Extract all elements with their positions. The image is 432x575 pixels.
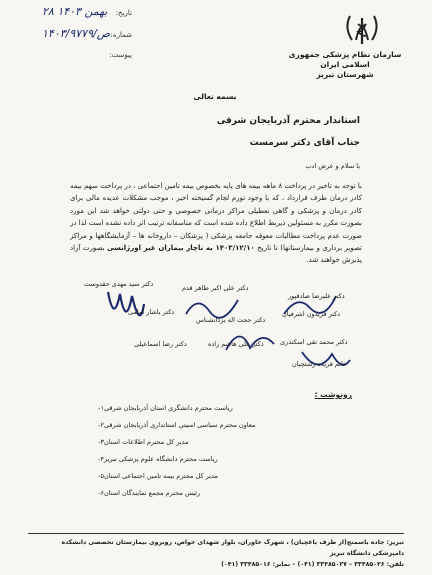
recipient-name: جناب آقای دکتر سرمست bbox=[249, 138, 360, 148]
letter-body-end: بصورت آزاد پذیرش خواهند شد. bbox=[70, 244, 362, 265]
org-name-line2: شهرستان تبریز bbox=[316, 70, 374, 79]
attachment-label: پیوست: bbox=[109, 51, 132, 59]
cc-num: ۳- bbox=[98, 438, 104, 446]
greeting: با سلام و عرض ادب bbox=[305, 162, 360, 170]
cc-text: مدیر کل محترم اطلاعات استان bbox=[104, 438, 189, 446]
signature-hashemzadeh: دکتر علی هاشم زاده bbox=[208, 340, 264, 348]
letter-body-text: با توجه به تاخیر در پرداخت ۸ ماهه بیمه های پایه بخصوص بیمه تامین اجتماعی ، در پرداخت سهم بیمه کادر درمان طرف قرارداد ، که با وجود تورم لجام گسیخته اخیر ، موجب مشکلات عدیده مالی برای کادر درمان و پزشکی و گاهی تعطیلی مراکز درمانی خصوصی و حتی دولتی خواهد شد این مورد بصورت مکرر به مسئولین ذیربط اطلاع داده شده است که متاسفانه ترتیب اثر داده نشده است لذا در صورت عدم پرداخت مطالبات معوقه جامعه پزشکی ( پزشکان – داروخانه ها – آزمایشگاهها و مراکز تصویر برداری و بیمارستانها) تا تاریخ bbox=[70, 182, 362, 253]
signature-area bbox=[70, 280, 362, 390]
reference-box bbox=[42, 6, 132, 72]
signature-yazdanshenas: دکتر حجت اله یزدانشناس bbox=[196, 316, 266, 324]
date-value: ۲۸ بهمن ۱۴۰۳ bbox=[42, 5, 108, 18]
cc-text: ریاست محترم دانشگری استان آذربایجان شرقی bbox=[104, 404, 233, 412]
cc-num: ۲- bbox=[98, 421, 104, 429]
number-row bbox=[42, 28, 132, 50]
signature-esmaeili: دکتر رضا اسماعیلی bbox=[134, 340, 187, 348]
signature-rashtchian: خانم فریده رشتچیان bbox=[292, 360, 348, 368]
signature-haghdoost: دکتر سید مهدی حقدوست bbox=[84, 280, 154, 288]
basmala: بسمه تعالی bbox=[193, 92, 237, 101]
cc-text: رئیس محترم مجمع نمایندگان استان bbox=[104, 489, 201, 497]
org-name-line1: سازمان نظام پزشکی جمهوری اسلامی ایران bbox=[288, 50, 402, 69]
letter-body-highlight: ۱۴۰۳/۱۲/۱۰ به ناچار بیماران غیر اورژانسی bbox=[106, 244, 255, 253]
cc-list bbox=[82, 404, 362, 506]
cc-item bbox=[82, 438, 362, 455]
cc-item bbox=[82, 489, 362, 506]
footer bbox=[28, 533, 404, 570]
cc-item bbox=[82, 455, 362, 472]
footer-phone: تلفن: ۳۳۴۸۵۰۲۶ – ۳۳۴۸۵۰۲۷ (۰۴۱) – نمابر: ۳۳۴۸۵۰۱۶ (۰۴۱) bbox=[221, 561, 404, 568]
medical-council-logo bbox=[334, 10, 390, 48]
cc-item bbox=[82, 421, 362, 438]
cc-item bbox=[82, 404, 362, 421]
signature-sadeghpour: دکتر علیرضا صادقپور bbox=[288, 292, 345, 300]
cc-num: ۵- bbox=[98, 472, 104, 480]
signature-taher-ghadam: دکتر علی اکبر طاهر قدم bbox=[182, 284, 249, 292]
cc-num: ۱- bbox=[98, 404, 104, 412]
cc-title: رونوشت : bbox=[314, 390, 352, 399]
cc-text: معاون محترم سیاسی امنیتی استانداری آذربایجان شرقی bbox=[104, 421, 256, 429]
letter-body bbox=[70, 180, 362, 267]
cc-num: ۶- bbox=[98, 489, 104, 497]
number-label: شماره: bbox=[110, 31, 132, 39]
signature-eskandari: دکتر محمد تقی اسکندری bbox=[280, 338, 348, 346]
cc-text: مدیر کل محترم بیمه تامین اجتماعی استان bbox=[104, 472, 218, 480]
signature-emami: دکتر یاشار امامی bbox=[128, 308, 175, 316]
date-label: تاریخ: bbox=[115, 9, 132, 17]
signature-ashrafian: دکتر فریدون اشرفیان bbox=[282, 310, 341, 318]
cc-item bbox=[82, 472, 362, 489]
attachment-row bbox=[42, 50, 132, 72]
date-row bbox=[42, 6, 132, 28]
number-value: ۱۴۰۳/۹۷۷۹/ص bbox=[42, 27, 110, 40]
footer-address: تبریز: جاده باسمنج(از طرف باغچبان) ، شهرک خاوران، بلوار شهدای خواص، روبروی بیمارستان تخصصی دانشکده دامپزشکی دانشگاه تبریز bbox=[61, 539, 404, 557]
recipient: استاندار محترم آذربایجان شرقی bbox=[216, 116, 360, 126]
cc-num: ۴- bbox=[98, 455, 104, 463]
cc-text: ریاست محترم دانشگاه علوم پزشکی تبریز bbox=[104, 455, 218, 463]
org-name bbox=[280, 50, 410, 80]
